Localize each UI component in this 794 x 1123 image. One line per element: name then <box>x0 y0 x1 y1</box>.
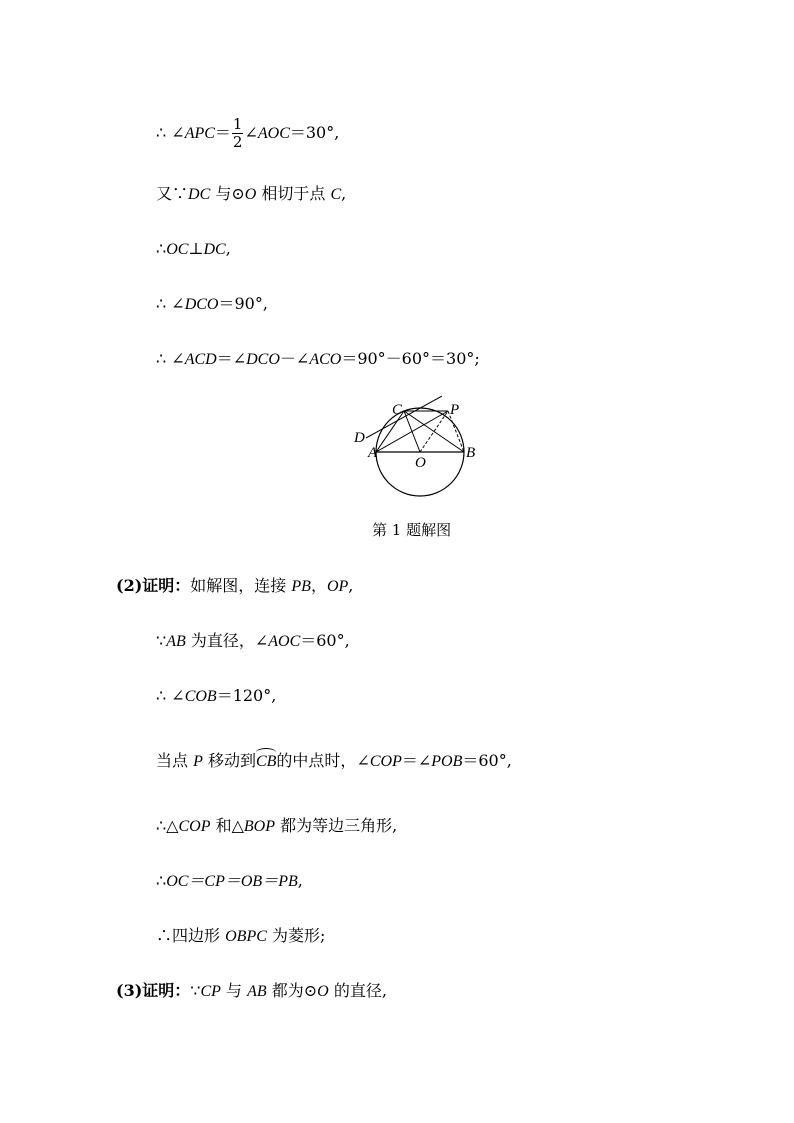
therefore-symbol: ∴ <box>156 294 167 313</box>
arc-cb <box>256 752 276 772</box>
angle-acd: ∠ACD <box>171 351 217 368</box>
part-number: (2) <box>116 576 143 595</box>
and-triangle: 和△ <box>210 816 244 835</box>
segment-op: OP <box>326 578 349 595</box>
segment-ab: AB <box>166 633 186 650</box>
proof-line-9 <box>156 751 512 772</box>
rhombus-text: 为菱形; <box>266 926 326 945</box>
segment-cp: CP <box>200 983 221 1000</box>
circle-prefix: 都为⊙ <box>266 981 318 1000</box>
midpoint-text: 的中点时， <box>276 751 357 770</box>
angle-dco: ∠DCO <box>232 351 280 368</box>
because-symbol: ∵ <box>156 631 167 650</box>
therefore-symbol: ∴ <box>156 871 167 890</box>
point-o: O <box>317 983 329 1000</box>
diameter-text: 为直径， <box>185 631 255 650</box>
therefore-symbol: ∴ <box>156 123 167 142</box>
and-text: 与 <box>220 981 248 1000</box>
tangent-text: 相切于点 <box>256 184 331 203</box>
therefore-symbol: ∴ <box>156 239 167 258</box>
point-c: C <box>330 186 342 203</box>
point-p: P <box>193 753 203 770</box>
label-o: O <box>415 455 426 471</box>
angle-apc: ∠APC <box>171 125 215 142</box>
therefore-symbol: ∴ <box>156 686 167 705</box>
therefore-triangle: ∴△ <box>156 816 179 835</box>
proof-line-12 <box>156 926 325 947</box>
proof-line-8 <box>156 686 276 707</box>
punct: , <box>297 871 303 890</box>
arc-label: CB <box>255 753 277 770</box>
fraction-numerator: 1 <box>232 115 243 133</box>
equals-sign: ＝ <box>214 123 231 142</box>
value-expr: ＝90°－60°＝30°; <box>341 349 480 368</box>
angle-cop: ∠COP <box>356 753 402 770</box>
triangle-cop: COP <box>178 818 211 835</box>
angle-pob: ∠POB <box>417 753 463 770</box>
segment-ab: AB <box>247 983 267 1000</box>
label-a: A <box>368 445 378 461</box>
angle-aoc: ∠AOC <box>244 125 290 142</box>
angle-aoc: ∠AOC <box>254 633 301 650</box>
value-120: ＝120°, <box>216 686 277 705</box>
connect-text: 如解图，连接 <box>190 576 292 595</box>
punct: , <box>225 239 231 258</box>
triangle-bop: BOP <box>243 818 275 835</box>
quadrilateral-text: 四边形 <box>172 926 226 945</box>
when-text: 当点 <box>156 751 194 770</box>
punct: , <box>341 184 347 203</box>
equilateral-text: 都为等边三角形, <box>275 816 398 835</box>
punct: , <box>348 576 354 595</box>
proof-line-7 <box>156 631 350 652</box>
proof-line-6 <box>116 576 353 597</box>
proof-line-11 <box>156 871 303 892</box>
move-text: 移动到 <box>202 751 256 770</box>
proof-line-13 <box>116 981 387 1002</box>
quad-obpc: OBPC <box>225 928 267 945</box>
angle-dco: ∠DCO <box>171 296 219 313</box>
label-b: B <box>466 445 476 461</box>
circle-prefix: 与⊙ <box>210 184 245 203</box>
value-60: ＝60°, <box>300 631 350 650</box>
angle-cob: ∠COB <box>171 688 217 705</box>
segment-dc: DC <box>188 186 211 203</box>
diameter-text: 的直径, <box>328 981 387 1000</box>
point-o: O <box>244 186 257 203</box>
because-symbol: ∵ <box>190 981 201 1000</box>
arc-mark <box>256 748 276 757</box>
label-c: C <box>392 402 403 418</box>
perpendicular-expr: OC⊥DC <box>166 241 226 258</box>
proof-label: 证明： <box>142 576 191 595</box>
segment-pb: PB <box>291 578 311 595</box>
proof-line-1 <box>156 116 339 151</box>
tangent-line <box>366 396 442 438</box>
proof-line-5 <box>156 349 480 370</box>
equals-sign: ＝ <box>216 349 233 368</box>
proof-line-4 <box>156 294 268 315</box>
figure-caption: 第 1 题解图 <box>372 521 452 539</box>
minus-sign: － <box>279 349 296 368</box>
segment-ap <box>376 411 448 452</box>
value-60: ＝60°, <box>462 751 512 770</box>
angle-aco: ∠ACO <box>295 351 342 368</box>
therefore-symbol: ∴ <box>156 349 167 368</box>
proof-line-2 <box>156 184 346 205</box>
equals-sign: ＝ <box>401 751 418 770</box>
equal-sides-expr: OC＝CP＝OB＝PB <box>166 873 298 890</box>
label-d: D <box>354 430 365 446</box>
value-30: ＝30°, <box>289 123 340 142</box>
fraction-denominator: 2 <box>232 133 243 151</box>
fraction-one-half <box>232 116 244 151</box>
geometry-figure <box>344 396 484 500</box>
therefore-symbol: ∴ <box>156 926 173 945</box>
proof-line-3 <box>156 239 231 260</box>
because-text: 又∵ <box>156 184 189 203</box>
label-p: P <box>450 402 460 418</box>
part-number: (3) <box>116 981 143 1000</box>
proof-label: 证明： <box>142 981 191 1000</box>
proof-line-10 <box>156 816 397 837</box>
separator: ， <box>310 576 327 595</box>
value-90: ＝90°, <box>218 294 268 313</box>
